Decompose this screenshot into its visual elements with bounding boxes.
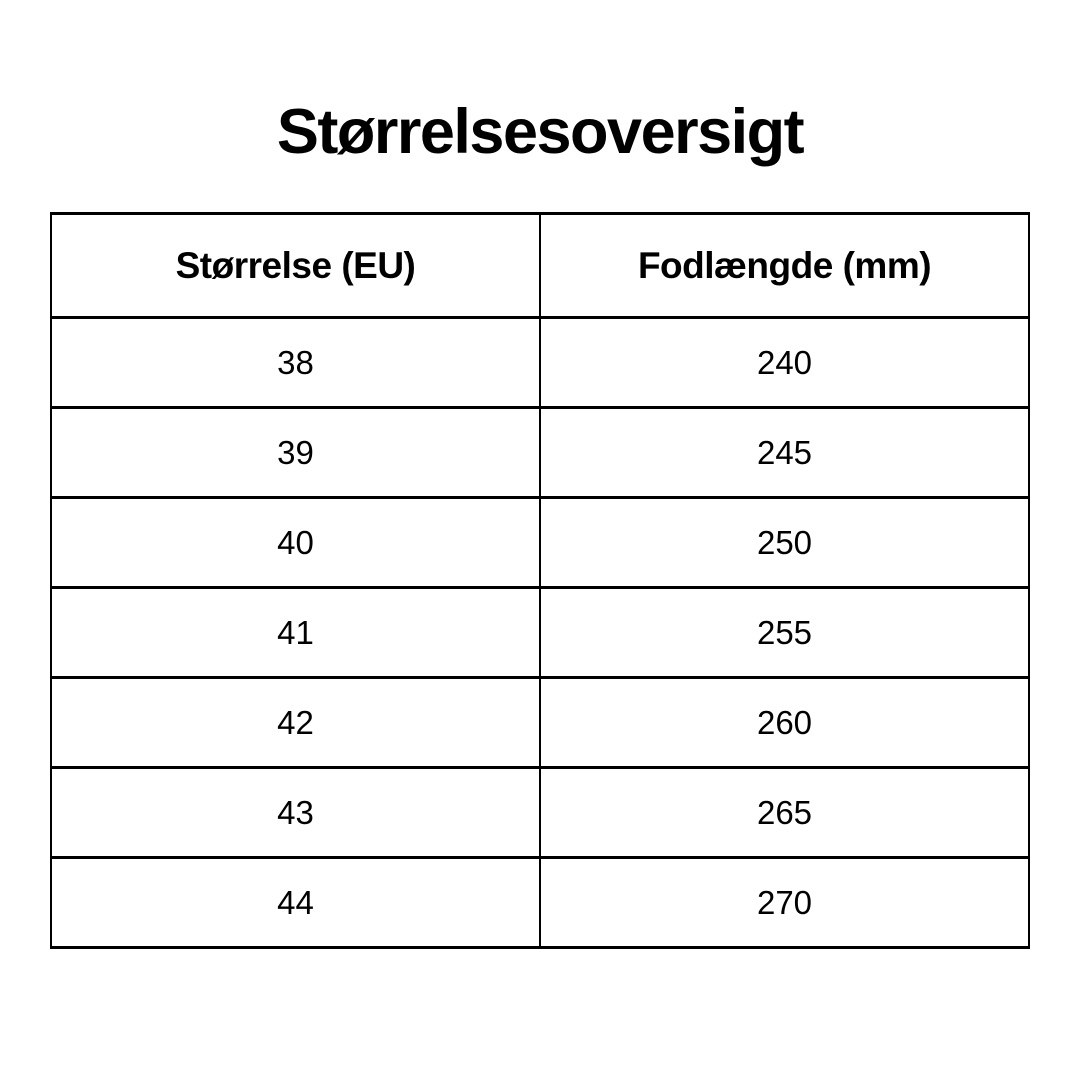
size-eu-cell: 42 <box>51 678 540 768</box>
table-row <box>51 318 1029 408</box>
size-eu-cell: 39 <box>51 408 540 498</box>
table-row <box>51 588 1029 678</box>
foot-length-cell: 265 <box>540 768 1029 858</box>
foot-length-cell: 270 <box>540 858 1029 948</box>
column-header-foot-length-mm: Fodlængde (mm) <box>540 214 1029 318</box>
size-eu-cell: 44 <box>51 858 540 948</box>
column-header-size-eu: Størrelse (EU) <box>51 214 540 318</box>
foot-length-cell: 240 <box>540 318 1029 408</box>
table-row <box>51 678 1029 768</box>
size-eu-cell: 40 <box>51 498 540 588</box>
foot-length-cell: 255 <box>540 588 1029 678</box>
foot-length-cell: 245 <box>540 408 1029 498</box>
size-table-body <box>51 318 1029 948</box>
header-row <box>51 214 1029 318</box>
table-row <box>51 768 1029 858</box>
size-eu-cell: 41 <box>51 588 540 678</box>
foot-length-cell: 250 <box>540 498 1029 588</box>
size-table <box>50 212 1030 949</box>
table-row <box>51 858 1029 948</box>
size-eu-cell: 38 <box>51 318 540 408</box>
table-row <box>51 498 1029 588</box>
table-row <box>51 408 1029 498</box>
size-eu-cell: 43 <box>51 768 540 858</box>
page-title: Størrelsesoversigt <box>276 97 804 167</box>
foot-length-cell: 260 <box>540 678 1029 768</box>
size-table-header <box>51 214 1029 318</box>
